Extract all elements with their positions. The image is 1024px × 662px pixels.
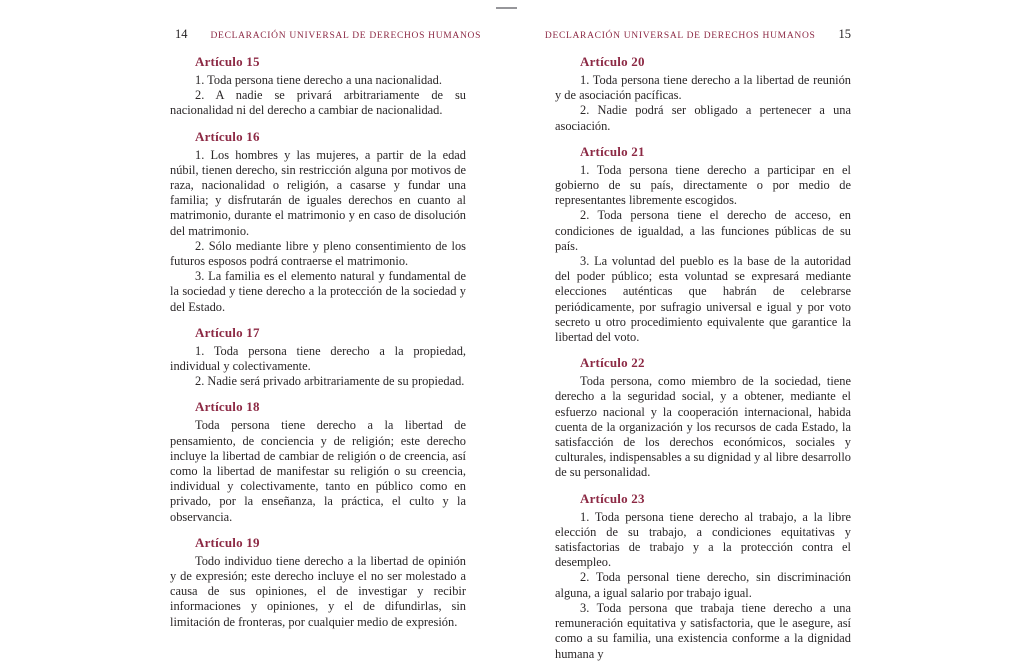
article-heading: Artículo 20 <box>580 54 645 69</box>
page-body-left <box>170 54 466 630</box>
article-paragraph: 3. Toda persona que trabaja tiene derecho a una remuneración equitativa y satisfactoria, que le asegure, así como a su familia, una existencia conforme a la dignidad humana y <box>555 600 851 661</box>
article-18 <box>170 399 466 524</box>
article-heading: Artículo 16 <box>195 128 260 144</box>
article-paragraph: 1. Toda persona tiene derecho al trabajo, a la libre elección de su trabajo, a condiciones equitativas y satisfactorias de trabajo y a la protección contra el desempleo. <box>555 509 851 570</box>
page-right <box>544 0 851 662</box>
page-number: 14 <box>175 27 188 41</box>
article-paragraph: 2. Nadie podrá ser obligado a pertenecer a una asociación. <box>555 103 851 133</box>
article-heading: Artículo 19 <box>195 534 260 550</box>
article-21 <box>555 144 851 345</box>
page-body-right <box>555 54 851 662</box>
article-paragraph: 2. A nadie se privará arbitrariamente de su nacionalidad ni del derecho a cambiar de nacionalidad. <box>170 88 466 118</box>
article-paragraph: 1. Toda persona tiene derecho a la libertad de reunión y de asociación pacíficas. <box>555 73 851 103</box>
article-23 <box>555 491 851 662</box>
page-header-right <box>544 27 851 42</box>
article-paragraph: 1. Toda persona tiene derecho a la propiedad, individual y colectivamente. <box>170 343 466 374</box>
article-heading: Artículo 23 <box>580 490 645 506</box>
article-heading: Artículo 17 <box>195 324 260 340</box>
page-header-left <box>170 27 482 42</box>
article-paragraph: 2. Toda personal tiene derecho, sin discriminación alguna, a igual salario por trabajo igual. <box>555 570 851 600</box>
article-paragraph: 2. Toda persona tiene el derecho de acceso, en condiciones de igualdad, a las funciones públicas de su país. <box>555 208 851 253</box>
article-paragraph: 1. Toda persona tiene derecho a participar en el gobierno de su país, directamente o por medio de representantes libremente escogidos. <box>555 162 851 208</box>
article-19 <box>170 535 466 630</box>
article-paragraph: 2. Sólo mediante libre y pleno consentimiento de los futuros esposos podrá contraerse el matrimonio. <box>170 238 466 269</box>
running-title: DECLARACIÓN UNIVERSAL DE DERECHOS HUMANOS <box>544 31 816 41</box>
article-paragraph: 3. La familia es el elemento natural y fundamental de la sociedad y tiene derecho a la protección de la sociedad y del Estado. <box>170 269 466 314</box>
article-20 <box>555 54 851 134</box>
page-number: 15 <box>838 27 851 41</box>
article-paragraph: 1. Los hombres y las mujeres, a partir de la edad núbil, tienen derecho, sin restricción alguna por motivos de raza, nacionalidad o religión, a casarse y fundar una familia; y disfrutarán de iguales derechos en cuanto al matrimonio, durante el matrimonio y en caso de disolución del matrimonio. <box>170 147 466 238</box>
page-left <box>170 0 482 662</box>
article-22 <box>555 355 851 480</box>
running-title: DECLARACIÓN UNIVERSAL DE DERECHOS HUMANOS <box>210 31 482 41</box>
article-paragraph: 2. Nadie será privado arbitrariamente de su propiedad. <box>195 374 465 389</box>
article-heading: Artículo 22 <box>580 355 645 371</box>
article-paragraph: Toda persona tiene derecho a la libertad de pensamiento, de conciencia y de religión; este derecho incluye la libertad de cambiar de religión o de creencia, así como la libertad de manifestar su religión o su creencia, individual y colectivamente, tanto en público como en privado, por la enseñanza, la práctica, el culto y la observancia. <box>170 418 466 524</box>
article-paragraph: 3. La voluntad del pueblo es la base de la autoridad del poder público; esta voluntad se expresará mediante elecciones auténticas que habrán de celebrarse periódicamente, por sufragio universal e igual y por voto secreto u otro procedimiento equivalente que garantice la libertad del voto. <box>555 254 851 345</box>
article-paragraph: 1. Toda persona tiene derecho a una nacionalidad. <box>195 73 442 87</box>
article-heading: Artículo 15 <box>195 54 260 69</box>
article-15 <box>170 54 466 119</box>
article-16 <box>170 129 466 315</box>
article-heading: Artículo 21 <box>580 143 645 159</box>
article-heading: Artículo 18 <box>195 399 260 415</box>
article-paragraph: Toda persona, como miembro de la sociedad, tiene derecho a la seguridad social, y a obtener, mediante el esfuerzo nacional y la cooperación internacional, habida cuenta de la organización y los recursos de cada Estado, la satisfacción de los derechos económicos, sociales y culturales, indispensables a su dignidad y al libre desarrollo de su personalidad. <box>555 374 851 480</box>
article-17 <box>170 325 466 390</box>
article-paragraph: Todo individuo tiene derecho a la libertad de opinión y de expresión; este derecho incluye el no ser molestado a causa de sus opiniones, el de investigar y recibir informaciones y opiniones, y el de difundirlas, sin limitación de fronteras, por cualquier medio de expresión. <box>170 553 466 629</box>
